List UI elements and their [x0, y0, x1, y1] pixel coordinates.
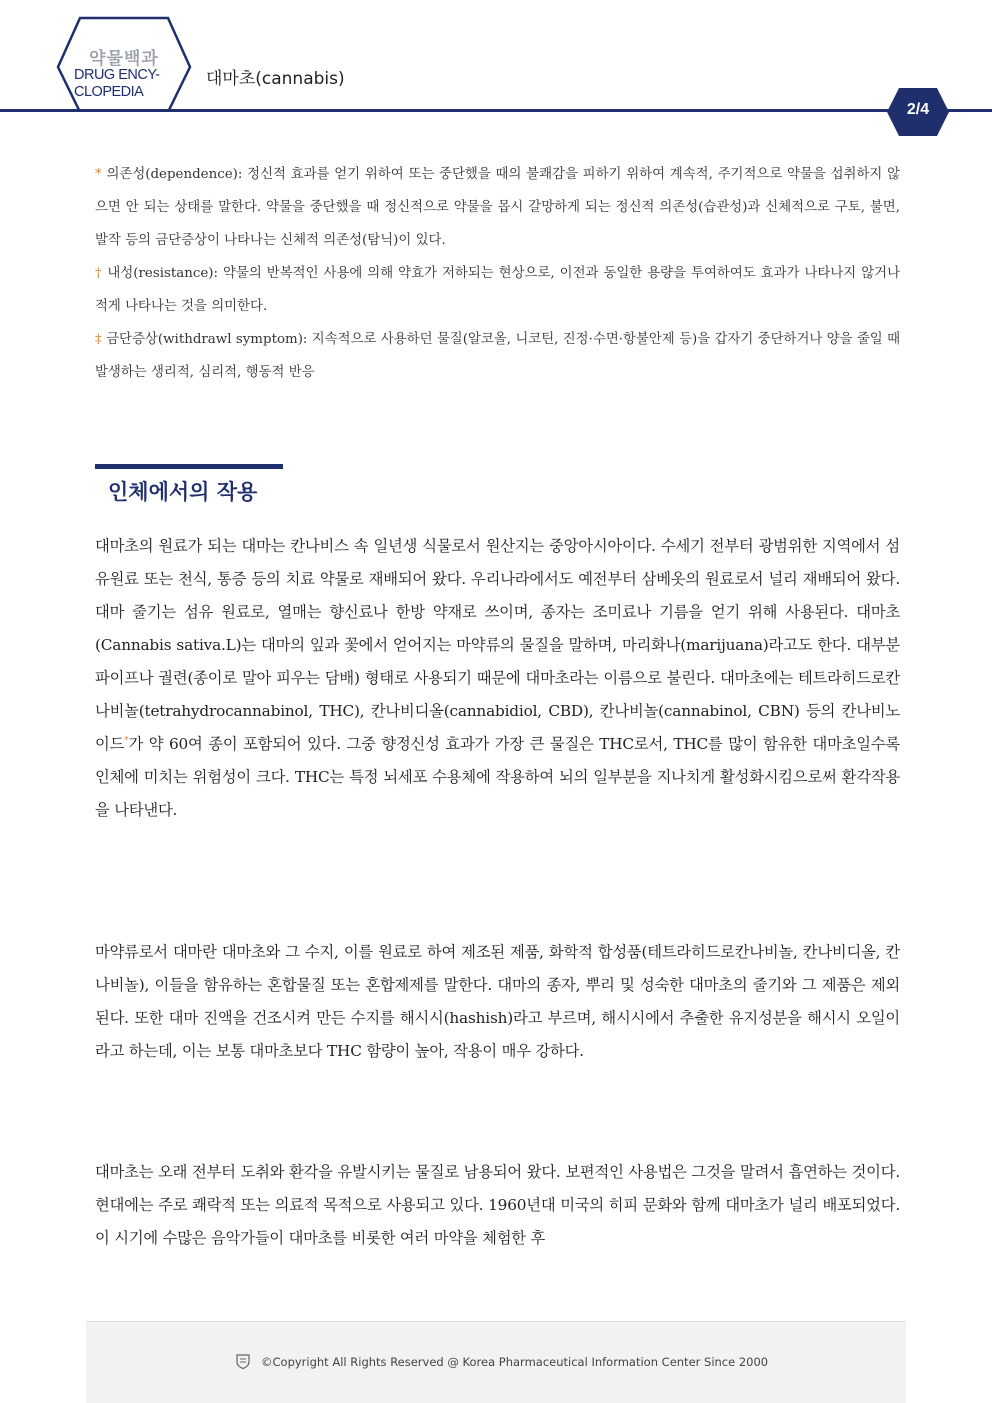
footnote-text: 금단증상(withdrawl symptom): 지속적으로 사용하던 물질(알코올, 니코틴, 진정·수면·항불안제 등)을 갑자기 중단하거나 양을 줄일 때 발생하는 생리적, 심리적, 행동적 반응 — [95, 332, 900, 380]
footnote-text: 의존성(dependence): 정신적 효과를 얻기 위하여 또는 중단했을 때의 불쾌감을 피하기 위하여 계속적, 주기적으로 약물을 섭취하지 않으면 안 되는 상태를 말한다. 약물을 중단했을 때 정신적으로 약물을 몹시 갈망하게 되는 정신적 의존성(습관성)과 신체적으로 구토, 불면, 발작 등의 금단증상이 나타나는 신체적 의존성(탐닉)이 있다. — [95, 167, 900, 248]
document-title: 대마초(cannabis) — [206, 69, 345, 89]
footnote-reference: * — [124, 735, 129, 746]
footnote-resistance — [95, 257, 900, 323]
section-title-bar — [95, 464, 283, 469]
footnote-mark: † — [95, 266, 103, 281]
footnote-mark: * — [95, 167, 102, 182]
page-header — [0, 0, 992, 150]
footnotes — [95, 158, 900, 389]
footnote-mark: ‡ — [95, 332, 102, 347]
copyright-text: ©Copyright All Rights Reserved @ Korea Pharmaceutical Information Center Since 2000 — [261, 1355, 769, 1369]
section-title: 인체에서의 작용 — [108, 480, 258, 504]
header-divider — [0, 109, 992, 112]
body-paragraph-1 — [95, 530, 900, 827]
footnote-dependence — [95, 158, 900, 257]
paragraph-text: 가 약 60여 종이 포함되어 있다. 그중 향정신성 효과가 가장 큰 물질은 THC로서, THC를 많이 함유한 대마초일수록 인체에 미치는 위험성이 크다. THC는 특정 뇌세포 수용체에 작용하여 뇌의 일부분을 지나치게 활성화시킴으로써 환각작용을 나타낸다. — [95, 735, 900, 819]
shield-emblem-icon — [235, 1353, 251, 1369]
page-indicator: 2/4 — [906, 101, 930, 118]
logo-english-text — [74, 67, 174, 101]
body-paragraph-3: 대마초는 오래 전부터 도취와 환각을 유발시키는 물질로 남용되어 왔다. 보편적인 사용법은 그것을 말려서 흡연하는 것이다. 현대에는 주로 쾌락적 또는 의료적 목적으로 사용되고 있다. 1960년대 미국의 히피 문화와 함께 대마초가 널리 배포되었다. 이 시기에 수많은 음악가들이 대마초를 비롯한 여러 마약을 체험한 후 — [95, 1163, 900, 1247]
body-paragraph-2: 마약류로서 대마란 대마초와 그 수지, 이를 원료로 하여 제조된 제품, 화학적 합성품(테트라히드로칸나비놀, 칸나비디올, 칸나비놀), 이들을 함유하는 혼합물질 또는 혼합제제를 말한다. 대마의 종자, 뿌리 및 성숙한 대마초의 줄기와 그 제품은 제외된다. 또한 대마 진액을 건조시켜 만든 수지를 해시시(hashish)라고 부르며, 해시시에서 추출한 유지성분을 해시시 오일이라고 하는데, 이는 보통 대마초보다 THC 함량이 높아, 작용이 매우 강하다. — [95, 943, 900, 1060]
logo-english-line2: CLOPEDIA — [74, 84, 144, 100]
logo-korean-text: 약물백과 — [89, 49, 159, 69]
paragraph-text: 대마초의 원료가 되는 대마는 칸나비스 속 일년생 식물로서 원산지는 중앙아시아이다. 수세기 전부터 광범위한 지역에서 섬유원료 또는 천식, 통증 등의 치료 약물로 재배되어 왔다. 우리나라에서도 예전부터 삼베옷의 원료로서 널리 재배되어 왔다. 대마 줄기는 섬유 원료로, 열매는 향신료나 한방 약재로 쓰이며, 종자는 조미료나 기름을 얻기 위해 사용된다. 대마초(Cannabis sativa.L)는 대마의 잎과 꽃에서 얻어지는 마약류의 물질을 말하며, 마리화나(marijuana)라고도 한다. 대부분 파이프나 궐련(종이로 말아 피우는 담배) 형태로 사용되기 때문에 대마초라는 이름으로 불린다. 대마초에는 테트라히드로칸나비놀(tetrahydrocannabinol, THC), 칸나비디올(cannabidiol, CBD), 칸나비놀(cannabinol, CBN) 등의 칸나비노이드 — [95, 537, 900, 753]
logo-english-line1: DRUG ENCY- — [74, 67, 160, 83]
footnote-withdrawal — [95, 323, 900, 389]
footnote-text: 내성(resistance): 약물의 반복적인 사용에 의해 약효가 저하되는 현상으로, 이전과 동일한 용량을 투여하여도 효과가 나타나지 않거나 적게 나타나는 것을 의미한다. — [95, 266, 901, 314]
